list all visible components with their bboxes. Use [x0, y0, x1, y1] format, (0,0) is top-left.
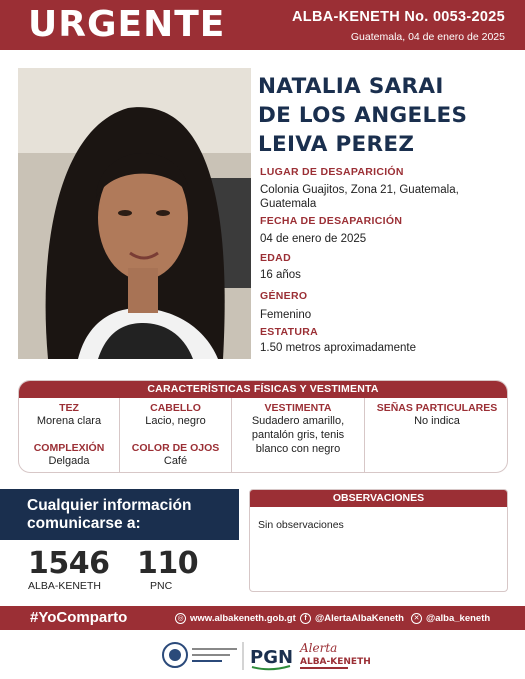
hair-eyes-column: [119, 398, 231, 473]
phone-pnc-label: PNC: [150, 580, 173, 592]
photo-image: [18, 68, 251, 359]
facebook-link[interactable]: [300, 613, 404, 624]
header-bar: [0, 0, 525, 50]
website-link[interactable]: [175, 613, 296, 624]
tez-label: TEZ: [59, 402, 79, 414]
gender-label: GÉNERO: [260, 290, 308, 302]
x-text: @alba_keneth: [426, 613, 491, 624]
characteristics-title: CARACTERÍSTICAS FÍSICAS Y VESTIMENTA: [19, 381, 507, 398]
urgent-title: URGENTE: [28, 4, 226, 45]
height-label: ESTATURA: [260, 326, 319, 338]
name-line-3: LEIVA PEREZ: [258, 132, 415, 157]
person-name: [258, 72, 518, 159]
globe-icon: ◎: [175, 613, 186, 624]
height-value: 1.50 metros aproximadamente: [260, 342, 416, 354]
eye-color-label: COLOR DE OJOS: [131, 442, 220, 454]
complexion-value: Delgada: [48, 455, 90, 467]
contact-line-2: comunicarse a:: [27, 515, 141, 532]
place-label: LUGAR DE DESAPARICIÓN: [260, 166, 404, 178]
skin-complexion-column: [19, 398, 119, 473]
clothing-column: [231, 398, 364, 473]
case-number: ALBA-KENETH No. 0053-2025: [292, 9, 505, 25]
name-line-2: DE LOS ANGELES: [258, 103, 468, 128]
facebook-text: @AlertaAlbaKeneth: [315, 613, 404, 624]
contact-line-1: Cualquier información: [27, 497, 192, 514]
age-label: EDAD: [260, 252, 291, 264]
facebook-icon: f: [300, 613, 311, 624]
contact-banner: [0, 489, 239, 540]
marks-value: No indica: [414, 415, 460, 427]
clothing-label: VESTIMENTA: [264, 402, 332, 414]
missing-person-photo: [18, 68, 251, 359]
observations-text: Sin observaciones: [258, 519, 344, 531]
x-icon: ✕: [411, 613, 422, 624]
hair-value: Lacio, negro: [145, 415, 206, 427]
pgn-logo: PGN: [250, 647, 294, 668]
date-value: 04 de enero de 2025: [260, 233, 367, 245]
tez-value: Morena clara: [36, 415, 102, 427]
footer-bar: [0, 606, 525, 630]
phone-alba-keneth[interactable]: 1546: [28, 546, 110, 581]
alba-keneth-logo: ALBA-KENETH: [300, 657, 371, 667]
hashtag: #YoComparto: [30, 609, 128, 626]
hair-label: CABELLO: [150, 402, 201, 414]
complexion-label: COMPLEXIÓN: [33, 442, 105, 454]
x-link[interactable]: [411, 613, 490, 624]
clothing-line-1: Sudadero amarillo,: [251, 415, 345, 427]
place-value: [260, 183, 459, 211]
logos-image: [0, 636, 525, 676]
website-text: www.albakeneth.gob.gt: [190, 613, 296, 624]
alerta-logo: Alerta: [300, 641, 338, 655]
observations-panel: [249, 489, 508, 592]
observations-title: OBSERVACIONES: [250, 490, 507, 507]
gender-value: Femenino: [260, 309, 312, 321]
place-line-2: Guatemala: [260, 198, 317, 210]
name-line-1: NATALIA SARAI: [258, 74, 444, 99]
case-date: Guatemala, 04 de enero de 2025: [350, 31, 505, 43]
eye-color-value: Café: [163, 455, 188, 467]
phone-pnc[interactable]: 110: [137, 546, 199, 581]
date-label: FECHA DE DESAPARICIÓN: [260, 215, 403, 227]
clothing-line-2: pantalón gris, tenis: [251, 429, 345, 441]
logos-row: [0, 636, 525, 674]
age-value: 16 años: [260, 269, 301, 281]
marks-label: SEÑAS PARTICULARES: [376, 402, 498, 414]
characteristics-panel: [18, 380, 508, 473]
clothing-line-3: blanco con negro: [255, 443, 341, 455]
place-line-1: Colonia Guajitos, Zona 21, Guatemala,: [260, 184, 459, 196]
marks-column: [364, 398, 508, 473]
phone-alba-keneth-label: ALBA-KENETH: [28, 580, 101, 592]
